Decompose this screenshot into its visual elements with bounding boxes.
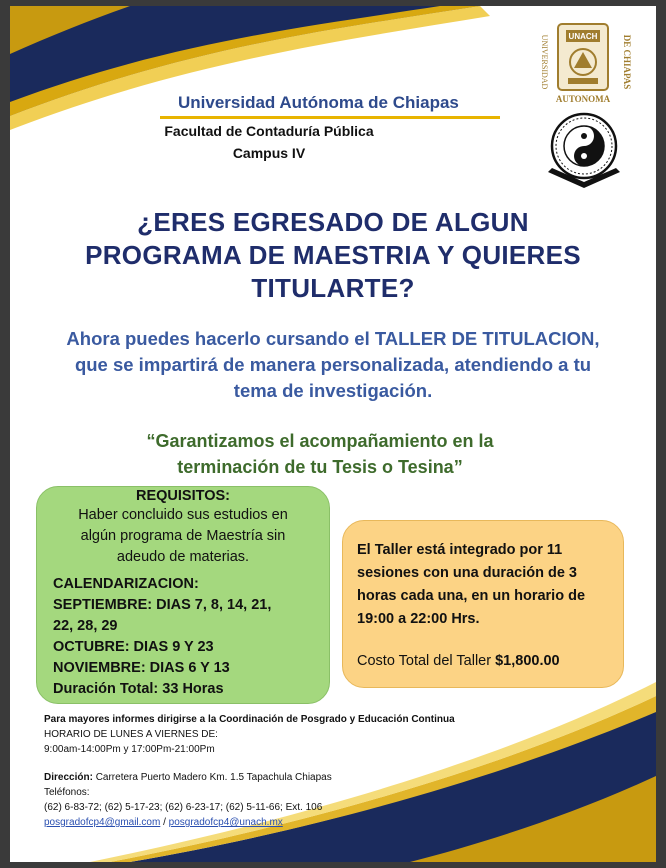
logo-text-right: DE CHIAPAS <box>622 34 632 90</box>
workshop-info-box <box>342 520 624 688</box>
schedule-label: HORARIO DE LUNES A VIERNES DE: <box>44 729 218 740</box>
intro-line-2: que se impartirá de manera personalizada, atendiendo a tu <box>74 354 592 375</box>
cost-label: Costo Total del Taller <box>357 653 492 669</box>
more-info-text: Para mayores informes dirigirse a la Coordinación de Posgrado y Educación Continua <box>44 714 455 725</box>
quote-line-2: terminación de tu Tesis o Tesina” <box>177 457 463 477</box>
headline-line-3: TITULARTE? <box>251 273 415 303</box>
workshop-line-2: sesiones con una duración de 3 <box>357 565 577 581</box>
unach-logo <box>528 16 638 108</box>
logo-text-bottom: AUTONOMA <box>555 94 611 104</box>
requirements-title: REQUISITOS: <box>136 488 230 504</box>
requirements-box <box>36 486 330 704</box>
total-duration: Duración Total: 33 Horas <box>53 681 224 697</box>
calendar-november: NOVIEMBRE: DIAS 6 Y 13 <box>53 660 230 676</box>
header-underline <box>160 116 500 119</box>
intro-text <box>28 326 638 404</box>
workshop-description <box>357 539 609 631</box>
requirements-line-1: Haber concluido sus estudios en <box>78 507 288 523</box>
university-name: Universidad Autónoma de Chiapas <box>178 93 459 112</box>
logo-badge-text: UNACH <box>568 32 598 41</box>
email-row <box>44 815 604 830</box>
requirements-line-3: adeudo de materias. <box>116 549 250 565</box>
phones-text: (62) 6-83-72; (62) 5-17-23; (62) 6-23-17; (62) 5-11-66; Ext. 106 <box>44 802 323 813</box>
campus-name: Campus IV <box>232 145 306 161</box>
intro-line-3: tema de investigación. <box>233 380 433 401</box>
cost-value: $1,800.00 <box>495 653 560 669</box>
faculty-name: Facultad de Contaduría Pública <box>164 123 374 139</box>
address-label: Dirección: <box>44 772 93 783</box>
workshop-line-3: horas cada una, en un horario de <box>357 588 586 604</box>
workshop-line-4: 19:00 a 22:00 Hrs. <box>357 611 480 627</box>
calendar-block <box>53 574 321 700</box>
workshop-cost <box>357 653 609 669</box>
calendar-september-2: 22, 28, 29 <box>53 618 118 634</box>
requirements-line-2: algún programa de Maestría sin <box>80 528 286 544</box>
address-row <box>44 770 604 785</box>
calendar-september-1: SEPTIEMBRE: DIAS 7, 8, 14, 21, <box>53 597 272 613</box>
headline-line-2: PROGRAMA DE MAESTRIA Y QUIERES <box>85 240 581 270</box>
workshop-line-1: El Taller está integrado por 11 <box>357 542 563 558</box>
headline-line-1: ¿ERES EGRESADO DE ALGUN <box>137 207 529 237</box>
intro-line-1: Ahora puedes hacerlo cursando el TALLER DE TITULACION, <box>66 328 600 349</box>
schedule-hours: 9:00am-14:00Pm y 17:00Pm-21:00Pm <box>44 744 215 755</box>
guarantee-quote <box>90 428 550 480</box>
calendar-october: OCTUBRE: DIAS 9 Y 23 <box>53 639 214 655</box>
flyer-page <box>10 6 656 862</box>
email-separator: / <box>160 817 169 828</box>
email-link-unach[interactable]: posgradofcp4@unach.mx <box>168 817 283 828</box>
faculty-block <box>10 120 656 164</box>
requirements-text <box>53 505 321 568</box>
contact-info <box>44 712 604 830</box>
phones-label: Teléfonos: <box>44 787 90 798</box>
address-text: Carretera Puerto Madero Km. 1.5 Tapachula Chiapas <box>95 772 332 783</box>
email-link-gmail[interactable]: posgradofcp4@gmail.com <box>44 817 161 828</box>
calendar-title: CALENDARIZACION: <box>53 576 199 592</box>
quote-line-1: “Garantizamos el acompañamiento en la <box>146 431 494 451</box>
main-headline <box>30 206 636 305</box>
logo-text-left: UNIVERSIDAD <box>540 34 549 90</box>
